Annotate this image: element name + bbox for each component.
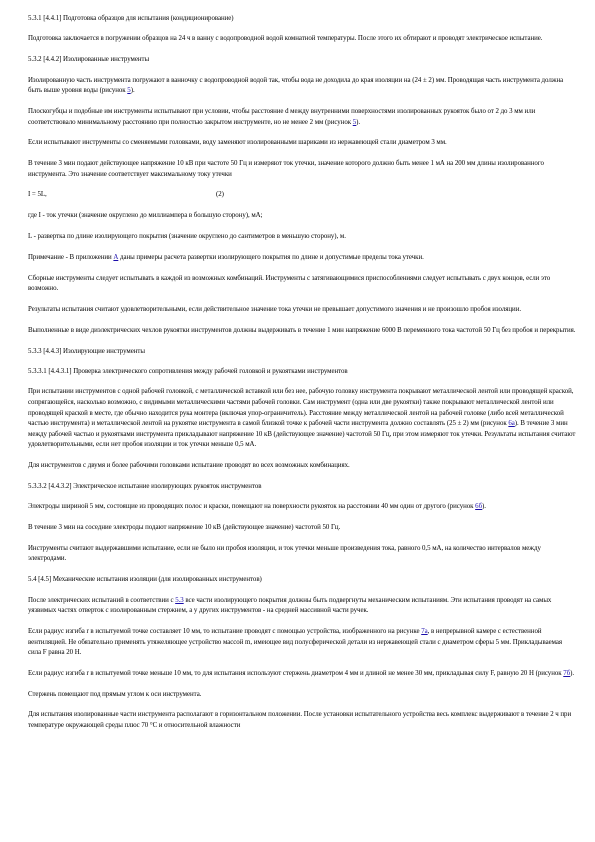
paragraph: Если радиус изгиба r в испытуемой точке меньше 10 мм, то для испытания используют стержень диаметром 4 мм и длиной не менее 30 мм, прикладывая силу F, равную 20 Н (рисунок 7б).	[28, 669, 575, 677]
figure-link-5[interactable]: 5	[352, 118, 357, 126]
paragraph: Если испытывают инструменты со сменяемыми головками, воду заменяют изолированными шариками из нержавеющей стали диаметром 3 мм.	[28, 139, 447, 147]
paragraph: L - развертка по длине изолирующего покрытия (значение округлено до сантиметров в меньшую сторону), м.	[28, 233, 346, 241]
note-paragraph: Примечание - В приложении А даны примеры расчета развертки изолирующего покрытия по длине и допустимые пределы тока утечки.	[28, 253, 424, 261]
paragraph: Подготовка заключается в погружении образцов на 24 ч в ванну с водопроводной водой комнатной температуры. После этого их обтирают и проводят электрическое испытание.	[28, 35, 543, 43]
paragraph: Плоскогубцы и подобные им инструменты испытывают при условии, чтобы расстояние d между внутренними поверхностями изолированных рукояток было от 2 до 3 мм или соответствовало минимальному расстоянию при полностью закрытом инструменте, но не менее 2 мм (рисунок 5).	[28, 107, 536, 126]
paragraph: При испытании инструментов с одной рабочей головкой, с металлической вставкой или без нее, рабочую головку инструмента покрывают металлической лентой или проводящей краской, сопрягающейся, насколько возможно, с видимыми металлическими частями рабочей головки. Сам инструмент (одна или две рукоятки) также покрывают металлической лентой или проводящей краской в месте, где обычно находится рука монтера (включая упор-ограничитель). Расстояние между металлической лентой на рабочей головке (либо всей металлической частью инструмента) и металлической лентой на рукоятке инструмента в самой близкой точке к рабочей части инструмента должно составлять (25 ± 2) мм (рисунок 6а). В течение 3 мин между рабочей частью и рукоятками инструмента прикладывают напряжение 10 кВ (действующее значение) частотой 50 Гц, при этом измеряют ток утечки. Результаты испытания считают удовлетворительными, если нет пробоя изоляции и ток утечки меньше 0,5 мА.	[28, 388, 576, 449]
paragraph: Результаты испытания считают удовлетворительными, если действительное значение тока утечки не превышает допустимого значения и не произошло пробоя изоляции.	[28, 305, 522, 313]
section-heading-5-3-2: 5.3.2 [4.4.2] Изолированные инструменты	[28, 56, 150, 64]
formula-expression: I = 5L,	[28, 191, 47, 199]
section-link-5-3[interactable]: 5.3	[175, 596, 184, 604]
paragraph: Электроды шириной 5 мм, состоящие из проводящих полос и краски, помещают на поверхности рукояток на расстоянии 40 мм один от другого (рисунок 6б).	[28, 503, 486, 511]
figure-link-7b[interactable]: 7б	[563, 669, 571, 677]
document-page	[28, 14, 576, 742]
figure-link-5[interactable]: 5	[127, 87, 131, 95]
paragraph: Стержень помещают под прямым углом к оси инструмента.	[28, 690, 202, 698]
section-heading-5-3-1: 5.3.1 [4.4.1] Подготовка образцов для испытания (кондиционирование)	[28, 15, 234, 22]
paragraph: Если радиус изгиба r в испытуемой точке составляет 10 мм, то испытание проводят с помощью устройства, изображенного на рисунке 7а, в непрерывной камере с естественной вентиляцией. Не обязательно применять утяжеляющее устройство массой m, имеющее вид полусферической детали из нержавеющей стали с диаметром сферы 5 мм. Прикладываемая сила F равна 20 Н.	[28, 627, 563, 657]
section-heading-5-3-3: 5.3.3 [4.4.3] Изолирующие инструменты	[28, 347, 145, 355]
paragraph: После электрических испытаний в соответствии с 5.3 все части изолирующего покрытия должны быть подвергнуты механическим испытаниям. Эти испытания проводят на самых уязвимых частях отверток с изолированным стержнем, а у других инструментов - на средней массивной части ручек.	[28, 596, 552, 615]
figure-link-6b[interactable]: 6б	[475, 503, 483, 511]
paragraph: В течение 3 мин подают действующее напряжение 10 кВ при частоте 50 Гц и измеряют ток утечки, значение которого должно быть менее 1 мА на 200 мм длины изолированного инструмента. Это значение соответствует максимальному току утечки	[28, 160, 544, 178]
section-heading-5-3-3-1: 5.3.3.1 [4.4.3.1] Проверка электрического сопротивления между рабочей головкой и рукоятками инструментов	[28, 367, 348, 375]
appendix-link-a[interactable]: А	[113, 253, 119, 261]
paragraph: Сборные инструменты следует испытывать в каждой из возможных комбинаций. Инструменты с затягивающимися приспособлениями следует испытывать с двух концов, если это возможно.	[28, 274, 551, 293]
section-heading-5-4: 5.4 [4.5] Механические испытания изоляции (для изолированных инструментов)	[28, 576, 262, 584]
paragraph: Инструменты считают выдержавшими испытание, если не было ни пробоя изоляции, и ток утечки меньше произведения тока, равного 0,5 мА, на количество интервалов между электродами.	[28, 544, 541, 563]
formula	[28, 190, 576, 201]
formula-number: (2)	[216, 191, 224, 199]
paragraph: Выполненные в виде диэлектрических чехлов рукоятки инструментов должны выдерживать в течение 1 мин напряжение 6000 В переменного тока частотой 50 Гц без пробоя и перекрытия.	[28, 326, 576, 334]
paragraph: Для испытания изолированные части инструмента располагают в горизонтальном положении. После установки испытательного устройства весь комплекс выдерживают в течение 2 ч при температуре окружающей среды плюс 70 °С и относительной влажности	[28, 711, 572, 730]
paragraph: где I - ток утечки (значение округлено до миллиампера в большую сторону), мА;	[28, 212, 263, 220]
paragraph: В течение 3 мин на соседние электроды подают напряжение 10 кВ (действующее значение) частотой 50 Гц.	[28, 524, 341, 532]
paragraph: Изолированную часть инструмента погружают в ванночку с водопроводной водой так, чтобы вода не доходила до края изоляции на (24 ± 2) мм. Проводящая часть инструмента должна быть выше уровня воды (рисунок 5).	[28, 76, 564, 95]
paragraph: Для инструментов с двумя и более рабочими головками испытание проводят во всех возможных комбинациях.	[28, 462, 350, 470]
figure-link-6a[interactable]: 6а	[508, 420, 515, 428]
figure-link-7a[interactable]: 7а	[421, 627, 428, 635]
section-heading-5-3-3-2: 5.3.3.2 [4.4.3.2] Электрическое испытание изолирующих рукояток инструментов	[28, 482, 262, 490]
